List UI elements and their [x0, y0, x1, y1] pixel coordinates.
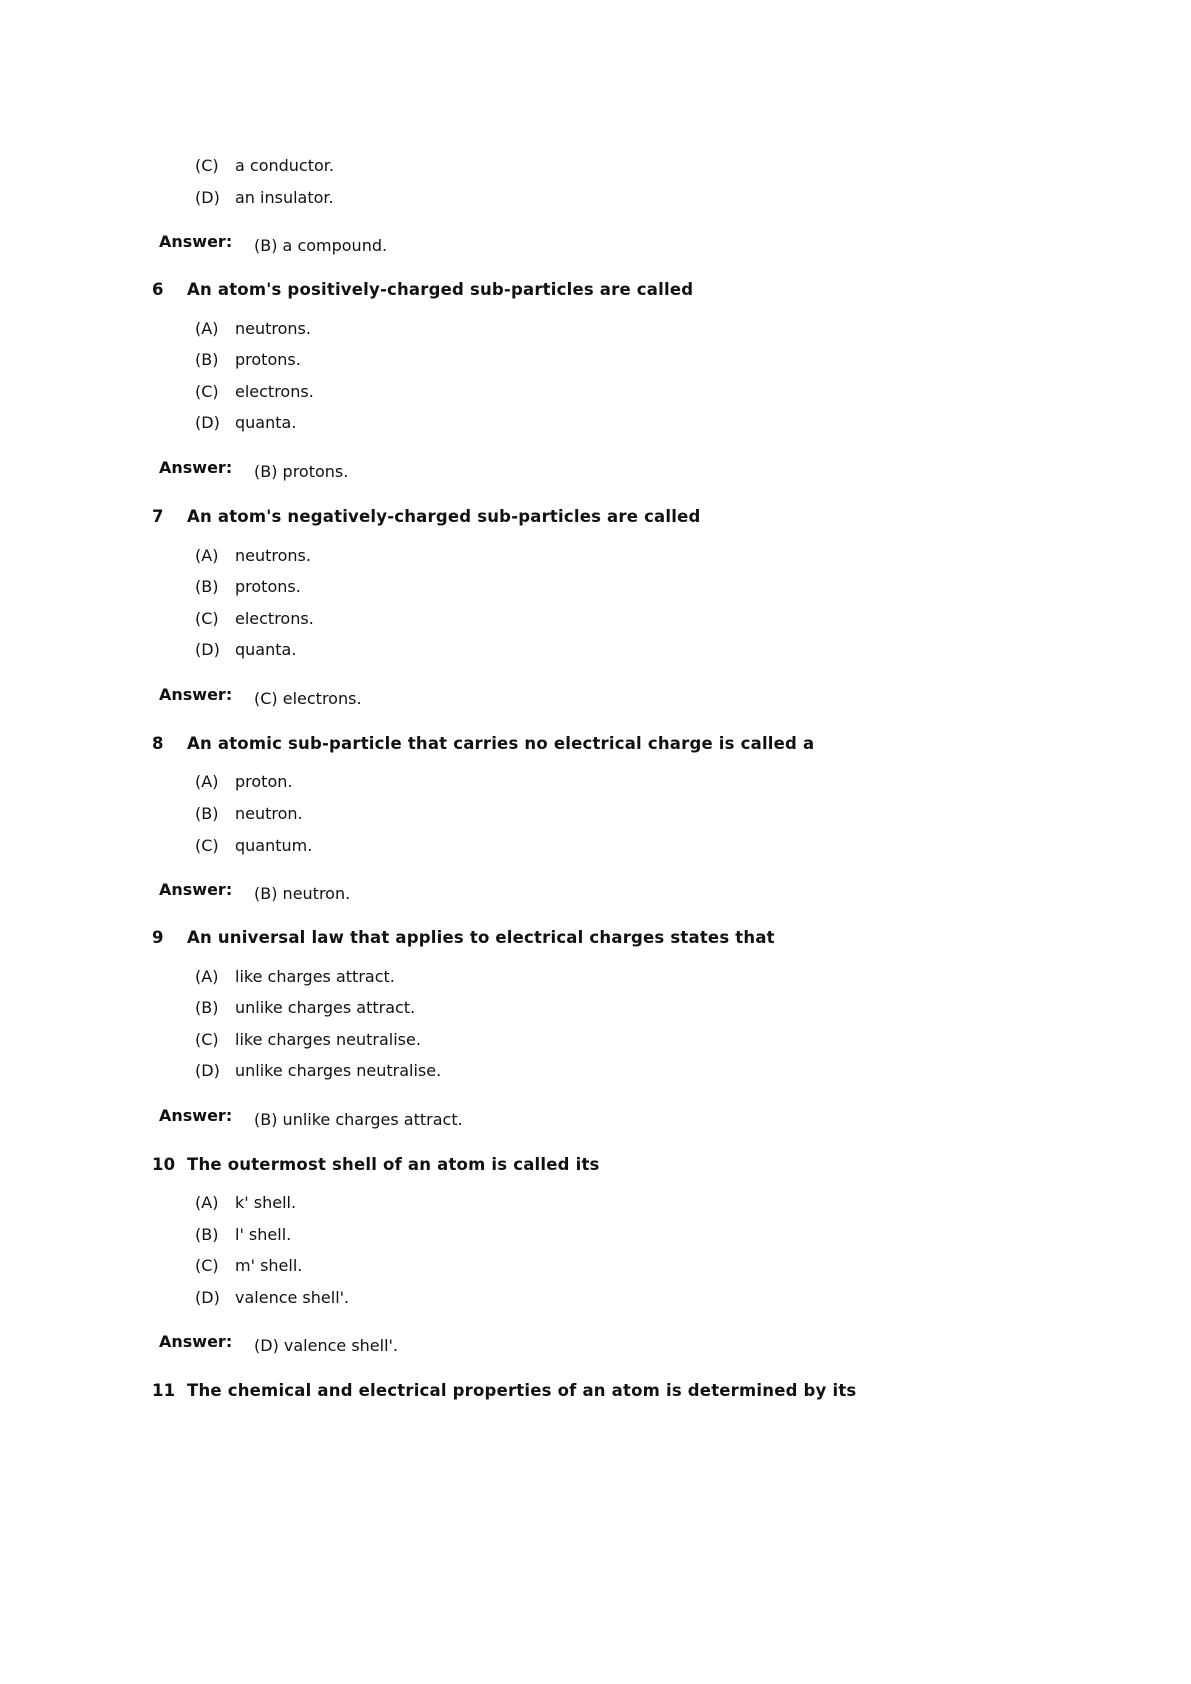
option-label: (C)	[195, 382, 219, 401]
option-text: a conductor.	[235, 156, 334, 175]
option-item	[195, 1030, 421, 1050]
option-text: protons.	[235, 577, 301, 596]
option-text: electrons.	[235, 609, 314, 628]
option-text: l' shell.	[235, 1225, 292, 1244]
question-number: 7	[152, 507, 164, 526]
answer-label: Answer:	[159, 1332, 233, 1351]
option-text: an insulator.	[235, 188, 334, 207]
option-label: (D)	[195, 188, 220, 207]
answer-row	[159, 1332, 399, 1355]
option-label: (B)	[195, 804, 219, 823]
question-text: An atomic sub-particle that carries no electrical charge is called a	[187, 734, 815, 753]
answer-text: (B) neutron.	[254, 884, 351, 903]
option-item	[195, 1225, 291, 1245]
question-text: An universal law that applies to electrical charges states that	[187, 928, 775, 947]
question-number: 6	[152, 280, 164, 299]
option-text: like charges attract.	[235, 967, 395, 986]
option-label: (B)	[195, 998, 219, 1017]
option-item	[195, 998, 415, 1018]
answer-label: Answer:	[159, 1106, 233, 1125]
option-label: (C)	[195, 156, 219, 175]
option-label: (C)	[195, 1030, 219, 1049]
answer-text: (B) protons.	[254, 462, 349, 481]
option-item	[195, 156, 334, 176]
option-text: k' shell.	[235, 1193, 297, 1212]
option-text: valence shell'.	[235, 1288, 350, 1307]
option-text: neutrons.	[235, 546, 311, 565]
option-item	[195, 836, 312, 856]
option-item	[195, 188, 334, 208]
option-text: electrons.	[235, 382, 314, 401]
option-label: (D)	[195, 413, 220, 432]
answer-text: (B) unlike charges attract.	[254, 1110, 463, 1129]
option-text: protons.	[235, 350, 301, 369]
option-text: neutrons.	[235, 319, 311, 338]
option-item	[195, 967, 395, 987]
question-number: 10	[152, 1155, 176, 1174]
question-heading	[152, 734, 814, 753]
option-text: quantum.	[235, 836, 313, 855]
option-text: quanta.	[235, 640, 297, 659]
question-text: The chemical and electrical properties of an atom is determined by its	[187, 1381, 857, 1400]
option-text: proton.	[235, 772, 293, 791]
answer-label: Answer:	[159, 880, 233, 899]
option-item	[195, 382, 314, 402]
option-item	[195, 640, 296, 660]
option-item	[195, 1061, 441, 1081]
option-item	[195, 609, 314, 629]
option-item	[195, 319, 311, 339]
option-text: quanta.	[235, 413, 297, 432]
option-text: unlike charges neutralise.	[235, 1061, 442, 1080]
question-heading	[152, 1155, 600, 1174]
answer-label: Answer:	[159, 232, 233, 251]
answer-row	[159, 880, 351, 903]
answer-text: (D) valence shell'.	[254, 1336, 399, 1355]
option-label: (C)	[195, 609, 219, 628]
option-label: (B)	[195, 577, 219, 596]
option-text: unlike charges attract.	[235, 998, 416, 1017]
option-item	[195, 1256, 302, 1276]
option-item	[195, 804, 303, 824]
answer-text: (B) a compound.	[254, 236, 388, 255]
option-label: (D)	[195, 640, 220, 659]
option-label: (A)	[195, 1193, 219, 1212]
option-item	[195, 577, 301, 597]
question-heading	[152, 507, 701, 526]
question-heading	[152, 280, 693, 299]
option-label: (D)	[195, 1288, 220, 1307]
answer-row	[159, 1106, 463, 1129]
question-number: 11	[152, 1381, 176, 1400]
answer-text: (C) electrons.	[254, 689, 362, 708]
option-label: (A)	[195, 319, 219, 338]
option-label: (A)	[195, 546, 219, 565]
option-item	[195, 1193, 296, 1213]
option-text: like charges neutralise.	[235, 1030, 421, 1049]
option-label: (D)	[195, 1061, 220, 1080]
option-text: neutron.	[235, 804, 303, 823]
answer-row	[159, 458, 349, 481]
option-label: (A)	[195, 772, 219, 791]
option-label: (B)	[195, 1225, 219, 1244]
answer-label: Answer:	[159, 458, 233, 477]
question-text: An atom's positively-charged sub-particles are called	[187, 280, 694, 299]
question-heading	[152, 928, 775, 947]
option-item	[195, 350, 301, 370]
option-item	[195, 413, 296, 433]
option-label: (C)	[195, 836, 219, 855]
option-item	[195, 1288, 349, 1308]
question-text: The outermost shell of an atom is called its	[187, 1155, 600, 1174]
option-label: (B)	[195, 350, 219, 369]
question-text: An atom's negatively-charged sub-particles are called	[187, 507, 701, 526]
option-item	[195, 546, 311, 566]
option-item	[195, 772, 292, 792]
question-number: 9	[152, 928, 164, 947]
question-number: 8	[152, 734, 164, 753]
answer-row	[159, 232, 388, 255]
answer-row	[159, 685, 362, 708]
option-label: (C)	[195, 1256, 219, 1275]
option-label: (A)	[195, 967, 219, 986]
option-text: m' shell.	[235, 1256, 303, 1275]
question-heading	[152, 1381, 856, 1400]
answer-label: Answer:	[159, 685, 233, 704]
